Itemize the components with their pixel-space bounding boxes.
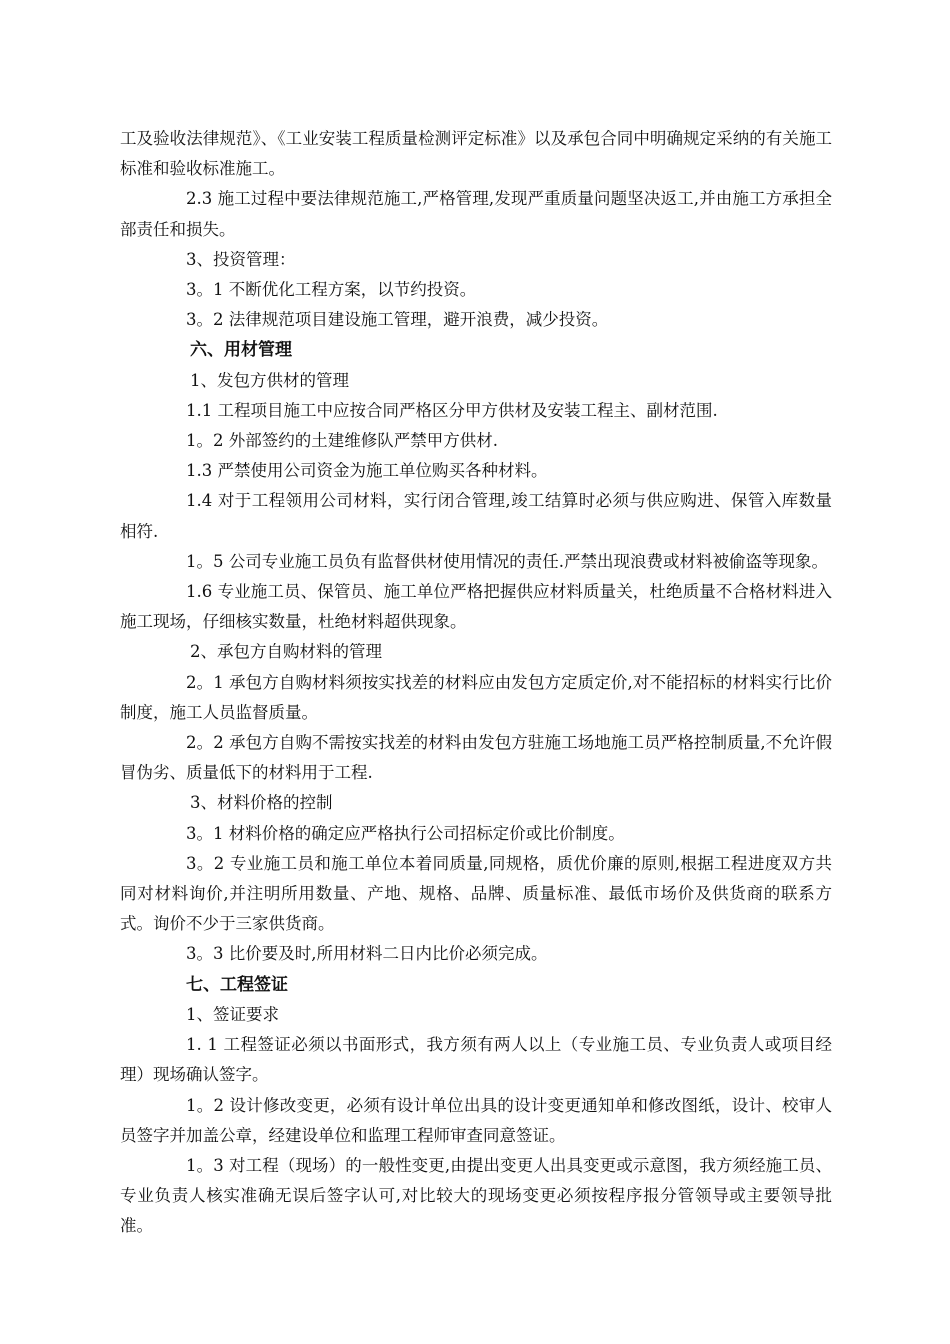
section-heading: 六、用材管理 [190, 340, 292, 361]
paragraph: 1.6 专业施工员、保管员、施工单位严格把握供应材料质量关，杜绝质量不合格材料进入施工现场，仔细核实数量，杜绝材料超供现象。 [120, 582, 832, 632]
paragraph: 2。1 承包方自购材料须按实找差的材料应由发包方定质定价,对不能招标的材料实行比价制度，施工人员监督质量。 [120, 672, 832, 722]
paragraph: 3。1 不断优化工程方案，以节约投资。 [186, 280, 477, 300]
paragraph: 2。2 承包方自购不需按实找差的材料由发包方驻施工场地施工员严格控制质量,不允许假冒伪劣、质量低下的材料用于工程. [120, 733, 832, 783]
section-heading: 七、工程签证 [186, 974, 288, 995]
paragraph: 3。1 材料价格的确定应严格执行公司招标定价或比价制度。 [186, 823, 625, 843]
paragraph: 1。2 外部签约的土建维修队严禁甲方供材. [186, 431, 498, 451]
paragraph: 1. 1 工程签证必须以书面形式，我方须有两人以上（专业施工员、专业负责人或项目经理）现场确认签字。 [120, 1035, 832, 1085]
paragraph: 3。2 专业施工员和施工单位本着同质量,同规格，质优价廉的原则,根据工程进度双方共同对材料询价,并注明所用数量、产地、规格、品牌、质量标准、最低市场价及供货商的联系方式。询价不少于三家供货商。 [120, 853, 832, 934]
paragraph: 1。3 对工程（现场）的一般性变更,由提出变更人出具变更或示意图，我方须经施工员、专业负责人核实准确无误后签字认可,对比较大的现场变更必须按程序报分管领导或主要领导批准。 [120, 1155, 832, 1236]
paragraph: 1.3 严禁使用公司资金为施工单位购买各种材料。 [186, 461, 548, 481]
subsection-heading: 2、承包方自购材料的管理 [190, 642, 382, 662]
paragraph: 3。3 比价要及时,所用材料二日内比价必须完成。 [186, 944, 548, 964]
paragraph: 1.1 工程项目施工中应按合同严格区分甲方供材及安装工程主、副材范围. [186, 400, 718, 420]
subsection-heading: 3、材料价格的控制 [190, 793, 333, 813]
paragraph: 1.4 对于工程领用公司材料，实行闭合管理,竣工结算时必须与供应购进、保管入库数量相符. [120, 491, 832, 541]
paragraph: 2.3 施工过程中要法律规范施工,严格管理,发现严重质量问题坚决返工,并由施工方承担全部责任和损失。 [120, 189, 832, 239]
paragraph: 1。5 公司专业施工员负有监督供材使用情况的责任.严禁出现浪费或材料被偷盗等现象。 [186, 551, 828, 571]
subsection-heading: 1、签证要求 [186, 1004, 279, 1024]
paragraph: 1。2 设计修改变更，必须有设计单位出具的设计变更通知单和修改图纸，设计、校审人员签字并加盖公章，经建设单位和监理工程师审查同意签证。 [120, 1095, 832, 1145]
paragraph: 3。2 法律规范项目建设施工管理，避开浪费，减少投资。 [186, 310, 609, 330]
document-body [120, 124, 832, 1242]
paragraph: 3、投资管理： [186, 249, 296, 269]
subsection-heading: 1、发包方供材的管理 [190, 370, 349, 390]
paragraph: 工及验收法律规范》、《工业安装工程质量检测评定标准》以及承包合同中明确规定采纳的有关施工标准和验收标准施工。 [120, 129, 832, 179]
